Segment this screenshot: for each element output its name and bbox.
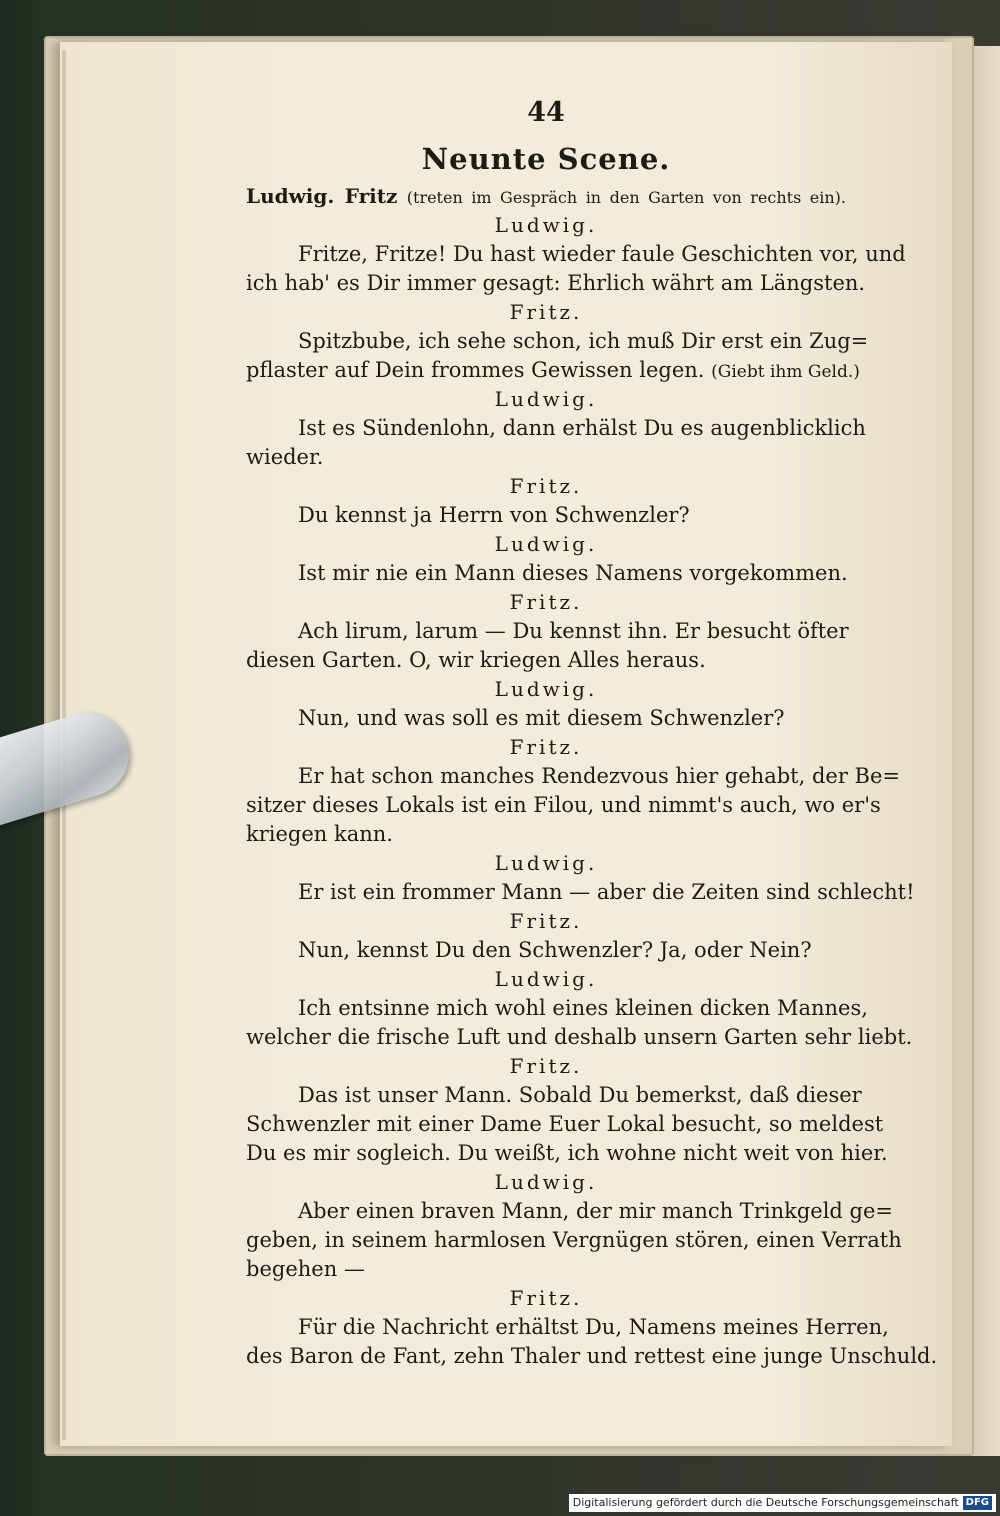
scene-title: Neunte Scene. [421, 142, 671, 176]
dfg-logo: DFG [963, 1496, 992, 1510]
dialogue-line: Für die Nachricht erhältst Du, Namens meines Herren, [298, 1315, 889, 1339]
dialogue-line: diesen Garten. O, wir kriegen Alles heraus. [246, 648, 706, 672]
speaker-name: Fritz. [509, 474, 583, 498]
dialogue-line: Aber einen braven Mann, der mir manch Trinkgeld ge= [298, 1199, 893, 1223]
dialogue-line: ich hab' es Dir immer gesagt: Ehrlich währt am Längsten. [246, 271, 866, 295]
speaker-name: Ludwig. [494, 213, 598, 237]
speaker-name: Ludwig. [494, 387, 598, 411]
dialogue-line: begehen — [246, 1257, 365, 1281]
dialogue-line: sitzer dieses Lokals ist ein Filou, und nimmt's auch, wo er's [246, 793, 881, 817]
speaker-name: Ludwig. [494, 1170, 598, 1194]
dialogue-line: Ist mir nie ein Mann dieses Namens vorgekommen. [298, 561, 848, 585]
dialogue-line: Das ist unser Mann. Sobald Du bemerkst, daß dieser [298, 1083, 862, 1107]
dialogue-line: Spitzbube, ich sehe schon, ich muß Dir erst ein Zug= [298, 329, 869, 353]
dialogue-line: Ist es Sündenlohn, dann erhälst Du es augenblicklich [298, 416, 866, 440]
dialogue-line: Er hat schon manches Rendezvous hier gehabt, der Be= [298, 764, 900, 788]
footer-text: Digitalisierung gefördert durch die Deutsche Forschungsgemeinschaft [572, 1496, 959, 1509]
dialogue-line: Ich entsinne mich wohl eines kleinen dicken Mannes, [298, 996, 868, 1020]
dialogue-line: Er ist ein frommer Mann — aber die Zeiten sind schlecht! [298, 880, 915, 904]
speaker-name: Fritz. [509, 1054, 583, 1078]
speaker-name: Fritz. [509, 300, 583, 324]
speaker-name: Ludwig. [494, 532, 598, 556]
dialogue-line: Fritze, Fritze! Du hast wieder faule Geschichten vor, und [298, 242, 906, 266]
stage-direction-speakers: Ludwig. Fritz [246, 184, 398, 208]
dialogue-line: Nun, kennst Du den Schwenzler? Ja, oder Nein? [298, 938, 812, 962]
dialogue-line [246, 356, 860, 385]
speaker-name: Ludwig. [494, 967, 598, 991]
dialogue-text: pflaster auf Dein frommes Gewissen legen. [246, 358, 705, 382]
footer [569, 1494, 996, 1512]
stage-aside: (Giebt ihm Geld.) [711, 362, 860, 382]
dialogue-line: welcher die frische Luft und deshalb unsern Garten sehr liebt. [246, 1025, 913, 1049]
dialogue-line: Nun, und was soll es mit diesem Schwenzler? [298, 706, 785, 730]
dialogue-line: kriegen kann. [246, 822, 393, 846]
speaker-name: Ludwig. [494, 677, 598, 701]
speaker-name: Ludwig. [494, 851, 598, 875]
speaker-name: Fritz. [509, 735, 583, 759]
speaker-name: Fritz. [509, 1286, 583, 1310]
dialogue-line: geben, in seinem harmlosen Vergnügen stören, einen Verrath [246, 1228, 902, 1252]
dialogue-line: des Baron de Fant, zehn Thaler und rettest eine junge Unschuld. [246, 1344, 938, 1368]
page-number: 44 [527, 97, 565, 128]
dialogue-line: Du kennst ja Herrn von Schwenzler? [298, 503, 690, 527]
stage-direction [246, 182, 846, 211]
page-text [246, 90, 938, 1371]
dialogue [246, 211, 938, 1371]
speaker-name: Fritz. [509, 590, 583, 614]
dialogue-line: Schwenzler mit einer Dame Euer Lokal besucht, so meldest [246, 1112, 884, 1136]
dialogue-line: Ach lirum, larum — Du kennst ihn. Er besucht öfter [298, 619, 849, 643]
dialogue-line: wieder. [246, 445, 324, 469]
speaker-name: Fritz. [509, 909, 583, 933]
stage-direction-text: (treten im Gespräch in den Garten von rechts ein). [406, 188, 847, 207]
dialogue-line: Du es mir sogleich. Du weißt, ich wohne nicht weit von hier. [246, 1141, 888, 1165]
